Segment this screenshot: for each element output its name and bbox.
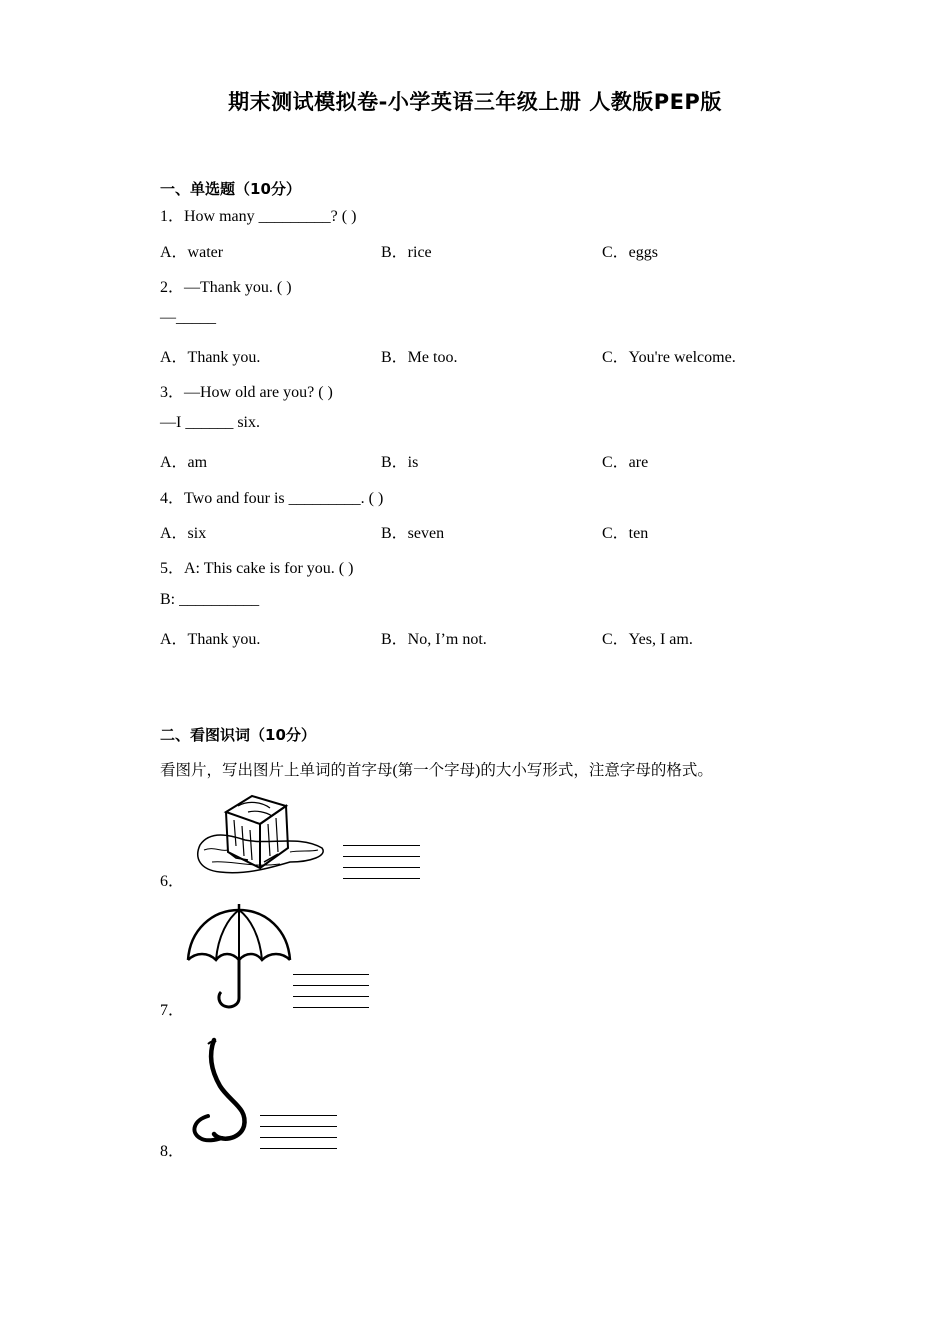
item-8-number: 8． <box>160 1143 185 1160</box>
question-5-option-c: C．Yes, I am. <box>602 631 693 648</box>
section-2-instruction: 看图片，写出图片上单词的首字母(第一个字母)的大小写形式，注意字母的格式。 <box>160 762 713 779</box>
page-title: 期末测试模拟卷-小学英语三年级上册 人教版PEP版 <box>228 90 722 114</box>
question-3-answer-line: —I ______ six. <box>160 414 260 431</box>
question-4-stem: 4．Two and four is _________. ( ) <box>160 490 384 507</box>
question-1-option-a: A．water <box>160 244 224 261</box>
question-5-option-b: B．No, I’m not. <box>381 631 487 648</box>
question-1-stem: 1．How many _________? ( ) <box>160 208 357 225</box>
item-6-writing-lines <box>343 845 420 879</box>
item-7-number: 7． <box>160 1002 185 1019</box>
question-4-option-c: C．ten <box>602 525 649 542</box>
question-3-option-b: B．is <box>381 454 419 471</box>
question-3-stem: 3．—How old are you? ( ) <box>160 384 333 401</box>
item-6-number: 6． <box>160 873 185 890</box>
nose-picture <box>186 1036 256 1146</box>
question-2-option-b: B．Me too. <box>381 349 458 366</box>
question-5-stem: 5．A: This cake is for you. ( ) <box>160 560 354 577</box>
question-4-option-b: B．seven <box>381 525 445 542</box>
question-2-option-a: A．Thank you. <box>160 349 261 366</box>
question-5-answer-line: B: __________ <box>160 591 260 608</box>
section-heading-choice: 一、单选题（10分） <box>160 180 301 198</box>
ice-cube-picture <box>190 790 330 882</box>
umbrella-picture <box>184 900 294 1012</box>
item-7-writing-lines <box>293 974 369 1008</box>
question-3-option-c: C．are <box>602 454 649 471</box>
section-heading-picture-words: 二、看图识词（10分） <box>160 726 316 744</box>
question-2-option-c: C．You're welcome. <box>602 349 736 366</box>
question-1-option-b: B．rice <box>381 244 432 261</box>
question-2-stem: 2．—Thank you. ( ) <box>160 279 292 296</box>
question-4-option-a: A．six <box>160 525 207 542</box>
question-2-answer-line: —_____ <box>160 309 216 326</box>
item-8-writing-lines <box>260 1115 337 1149</box>
question-3-option-a: A．am <box>160 454 208 471</box>
question-5-option-a: A．Thank you. <box>160 631 261 648</box>
question-1-option-c: C．eggs <box>602 244 659 261</box>
